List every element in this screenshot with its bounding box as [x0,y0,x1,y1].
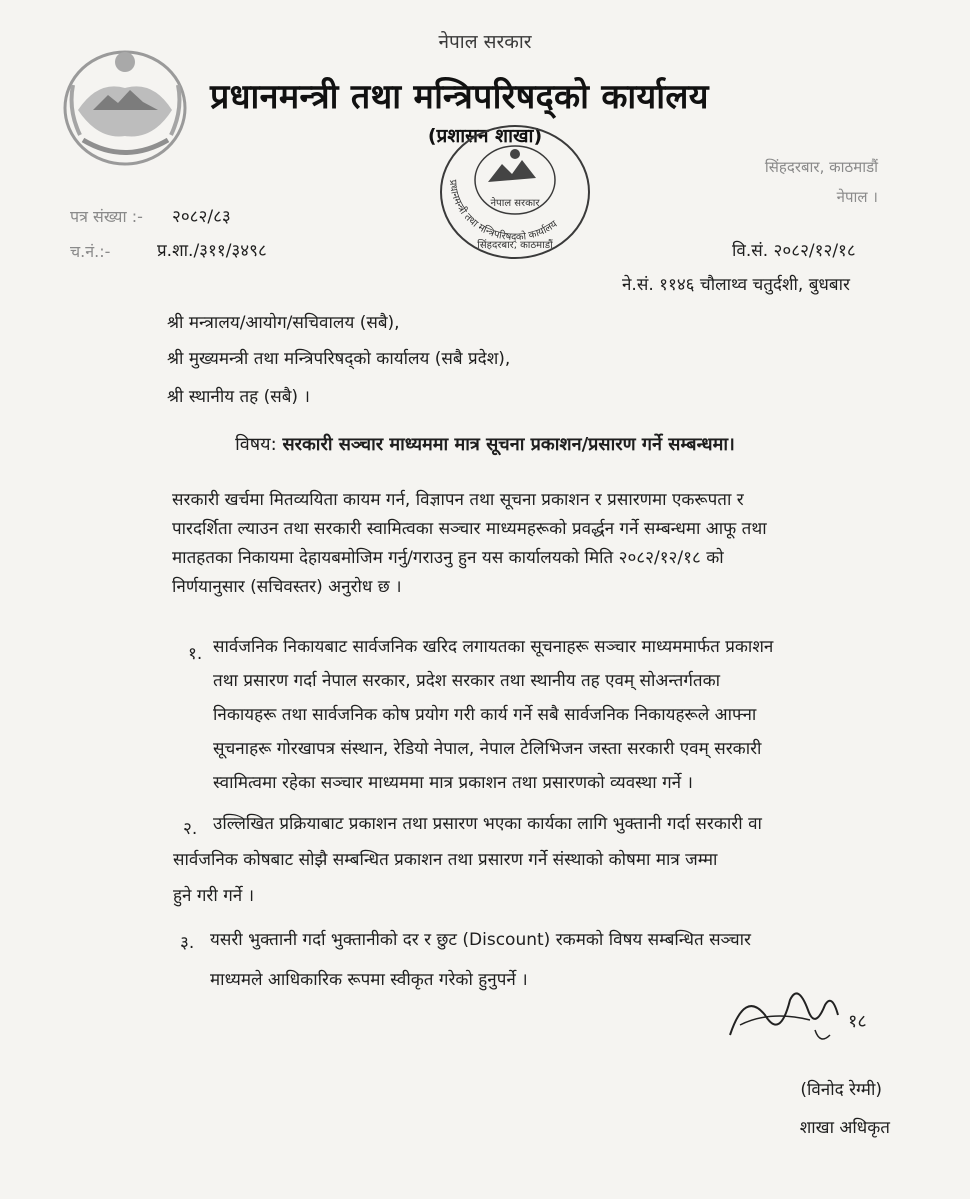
intro-line: सरकारी खर्चमा मितव्ययिता कायम गर्न, विज्ञापन तथा सूचना प्रकाशन र प्रसारणमा एकरूपता र [172,490,744,510]
item-2-number: २. [183,819,198,839]
item-line: सार्वजनिक निकायबाट सार्वजनिक खरिद लगायतका सूचनाहरू सञ्चार माध्यममार्फत प्रकाशन [213,637,774,657]
intro-paragraph [172,486,902,602]
item-3-number: ३. [180,933,195,953]
addressee-2: श्री मुख्यमन्त्री तथा मन्त्रिपरिषद्को कार्यालय (सबै प्रदेश), [167,349,511,369]
addressee-3: श्री स्थानीय तह (सबै) । [167,387,310,407]
item-line: यसरी भुक्तानी गर्दा भुक्तानीको दर र छुट (Discount) रकमको विषय सम्बन्धित सञ्चार [210,930,751,950]
seal-ring-text: प्रधानमन्त्री तथा मन्त्रिपरिषद्को कार्यालय [446,179,560,244]
item-1-number: १. [188,644,203,664]
signer-name: (विनोद रेग्मी) [800,1080,882,1100]
subject-line [0,432,970,456]
office-title: प्रधानमन्त्री तथा मन्त्रिपरिषद्को कार्यालय [210,77,709,117]
signature-date: १८ [848,1011,867,1032]
location-line1: सिंहदरबार, काठमाडौं [764,158,878,176]
item-line: उल्लिखित प्रक्रियाबाट प्रकाशन तथा प्रसारण भएका कार्यका लागि भुक्तानी गर्दा सरकारी वा [213,814,762,834]
location-line2: नेपाल । [836,188,878,206]
subject-text: सरकारी सञ्चार माध्यममा मात्र सूचना प्रकाशन/प्रसारण गर्ने सम्बन्धमा। [282,434,735,455]
item-line: सार्वजनिक कोषबाट सोझै सम्बन्धित प्रकाशन तथा प्रसारण गर्ने संस्थाको कोषमा मात्र जम्मा [173,850,718,870]
addressee-1: श्री मन्त्रालय/आयोग/सचिवालय (सबै), [167,313,400,333]
handwritten-signature [720,985,890,1055]
office-seal-stamp [430,120,600,270]
item-line: माध्यमले आधिकारिक रूपमा स्वीकृत गरेको हुनुपर्ने । [210,970,528,990]
item-line: निकायहरू तथा सार्वजनिक कोष प्रयोग गरी कार्य गर्ने सबै सार्वजनिक निकायहरूले आफ्ना [213,705,757,725]
subject-label: विषय: [235,434,277,455]
item-line: हुने गरी गर्ने । [173,886,255,906]
date-bs: वि.सं. २०८२/१२/१८ [732,241,856,261]
patra-sankhya-value: २०८२/८३ [172,207,231,227]
government-name: नेपाल सरकार [438,31,532,53]
item-line: सूचनाहरू गोरखापत्र संस्थान, रेडियो नेपाल, नेपाल टेलिभिजन जस्ता सरकारी एवम् सरकारी [213,739,762,759]
item-1-text [213,630,913,800]
date-ns: ने.सं. ११४६ चौलाथ्व चतुर्दशी, बुधबार [622,275,850,295]
nepal-emblem-icon [58,40,193,170]
item-line: स्वामित्वमा रहेका सञ्चार माध्यममा मात्र प्रकाशन तथा प्रसारणको व्यवस्था गर्ने । [213,773,693,793]
chalani-label: च.नं.:- [70,242,111,261]
intro-line: निर्णयानुसार (सचिवस्तर) अनुरोध छ । [172,577,402,597]
seal-inner-text: नेपाल सरकार [490,198,540,209]
chalani-value: प्र.शा./३११/३४९८ [157,241,267,261]
item-line: तथा प्रसारण गर्दा नेपाल सरकार, प्रदेश सरकार तथा स्थानीय तह एवम् सोअन्तर्गतका [213,671,721,691]
branch-name: (प्रशासन शाखा) [427,125,543,147]
intro-line: पारदर्शिता ल्याउन तथा सरकारी स्वामित्वका सञ्चार माध्यमहरूको प्रवर्द्धन गर्ने सम्बन्धमा आफू तथा [172,519,767,539]
item-2-text [173,806,913,914]
signer-designation: शाखा अधिकृत [799,1118,890,1138]
seal-bottom-text: सिंहदरबार, काठमाडौं [477,240,553,251]
office-location [765,152,878,212]
intro-line: मातहतका निकायमा देहायबमोजिम गर्नु/गराउनु हुन यस कार्यालयको मिति २०८२/१२/१८ को [172,548,724,568]
patra-sankhya-label: पत्र संख्या :- [70,207,143,226]
